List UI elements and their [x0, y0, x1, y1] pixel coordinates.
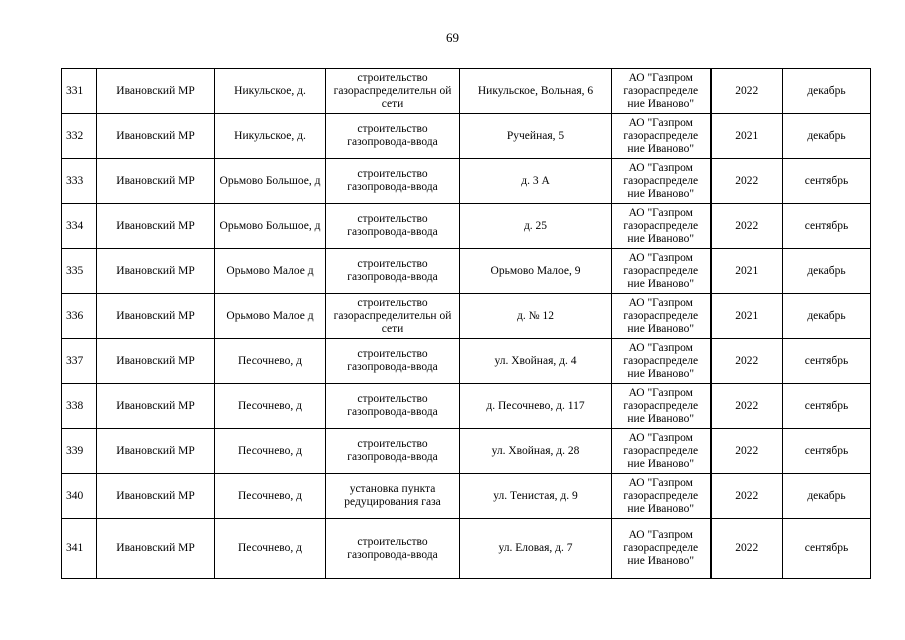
organization-cell: АО "Газпром газораспределе ние Иваново": [612, 339, 711, 384]
locality-cell: Никульское, д.: [215, 69, 326, 114]
table-row: [62, 249, 871, 294]
address-cell: Орьмово Малое, 9: [460, 249, 612, 294]
district-cell: Ивановский МР: [97, 114, 215, 159]
organization-cell: АО "Газпром газораспределе ние Иваново": [612, 204, 711, 249]
address-cell: Ручейная, 5: [460, 114, 612, 159]
work-type-cell: строительство газопровода-ввода: [326, 384, 460, 429]
locality-cell: Орьмово Большое, д: [215, 159, 326, 204]
locality-cell: Орьмово Большое, д: [215, 204, 326, 249]
month-cell: сентябрь: [783, 384, 871, 429]
page-number: 69: [446, 30, 459, 45]
organization-cell: АО "Газпром газораспределе ние Иваново": [612, 249, 711, 294]
year-cell: 2022: [711, 429, 783, 474]
row-number-cell: 339: [62, 429, 97, 474]
locality-cell: Орьмово Малое д: [215, 249, 326, 294]
organization-cell: АО "Газпром газораспределе ние Иваново": [612, 159, 711, 204]
month-cell: декабрь: [783, 249, 871, 294]
table-row: [62, 204, 871, 249]
locality-cell: Никульское, д.: [215, 114, 326, 159]
address-cell: д. 3 А: [460, 159, 612, 204]
table-row: [62, 474, 871, 519]
month-cell: декабрь: [783, 114, 871, 159]
month-cell: декабрь: [783, 69, 871, 114]
work-type-cell: строительство газопровода-ввода: [326, 114, 460, 159]
month-cell: сентябрь: [783, 159, 871, 204]
year-cell: 2022: [711, 339, 783, 384]
month-cell: сентябрь: [783, 204, 871, 249]
row-number-cell: 335: [62, 249, 97, 294]
work-type-cell: строительство газопровода-ввода: [326, 204, 460, 249]
month-cell: сентябрь: [783, 519, 871, 579]
row-number-cell: 331: [62, 69, 97, 114]
year-cell: 2022: [711, 519, 783, 579]
district-cell: Ивановский МР: [97, 339, 215, 384]
address-cell: д. № 12: [460, 294, 612, 339]
work-type-cell: строительство газопровода-ввода: [326, 519, 460, 579]
gas-works-table: [61, 68, 871, 579]
organization-cell: АО "Газпром газораспределе ние Иваново": [612, 384, 711, 429]
row-number-cell: 338: [62, 384, 97, 429]
row-number-cell: 334: [62, 204, 97, 249]
year-cell: 2022: [711, 384, 783, 429]
month-cell: сентябрь: [783, 339, 871, 384]
row-number-cell: 337: [62, 339, 97, 384]
address-cell: ул. Хвойная, д. 4: [460, 339, 612, 384]
work-type-cell: строительство газораспределительн ой сети: [326, 69, 460, 114]
table-row: [62, 339, 871, 384]
district-cell: Ивановский МР: [97, 474, 215, 519]
address-cell: ул. Тенистая, д. 9: [460, 474, 612, 519]
row-number-cell: 332: [62, 114, 97, 159]
table-body: [62, 69, 871, 579]
district-cell: Ивановский МР: [97, 429, 215, 474]
organization-cell: АО "Газпром газораспределе ние Иваново": [612, 474, 711, 519]
address-cell: ул. Еловая, д. 7: [460, 519, 612, 579]
table-row: [62, 159, 871, 204]
work-type-cell: установка пункта редуцирования газа: [326, 474, 460, 519]
month-cell: декабрь: [783, 474, 871, 519]
address-cell: Никульское, Вольная, 6: [460, 69, 612, 114]
table-row: [62, 384, 871, 429]
address-cell: д. 25: [460, 204, 612, 249]
work-type-cell: строительство газопровода-ввода: [326, 339, 460, 384]
work-type-cell: строительство газопровода-ввода: [326, 249, 460, 294]
locality-cell: Орьмово Малое д: [215, 294, 326, 339]
work-type-cell: строительство газораспределительн ой сети: [326, 294, 460, 339]
year-cell: 2021: [711, 294, 783, 339]
work-type-cell: строительство газопровода-ввода: [326, 429, 460, 474]
district-cell: Ивановский МР: [97, 204, 215, 249]
table-row: [62, 294, 871, 339]
year-cell: 2022: [711, 204, 783, 249]
organization-cell: АО "Газпром газораспределе ние Иваново": [612, 69, 711, 114]
row-number-cell: 333: [62, 159, 97, 204]
year-cell: 2021: [711, 114, 783, 159]
locality-cell: Песочнево, д: [215, 384, 326, 429]
district-cell: Ивановский МР: [97, 69, 215, 114]
locality-cell: Песочнево, д: [215, 519, 326, 579]
district-cell: Ивановский МР: [97, 519, 215, 579]
year-cell: 2021: [711, 249, 783, 294]
year-cell: 2022: [711, 159, 783, 204]
address-cell: д. Песочнево, д. 117: [460, 384, 612, 429]
row-number-cell: 340: [62, 474, 97, 519]
month-cell: декабрь: [783, 294, 871, 339]
organization-cell: АО "Газпром газораспределе ние Иваново": [612, 294, 711, 339]
table-row: [62, 519, 871, 579]
district-cell: Ивановский МР: [97, 249, 215, 294]
table-row: [62, 114, 871, 159]
table-row: [62, 69, 871, 114]
district-cell: Ивановский МР: [97, 159, 215, 204]
address-cell: ул. Хвойная, д. 28: [460, 429, 612, 474]
table-row: [62, 429, 871, 474]
year-cell: 2022: [711, 474, 783, 519]
organization-cell: АО "Газпром газораспределе ние Иваново": [612, 114, 711, 159]
organization-cell: АО "Газпром газораспределе ние Иваново": [612, 519, 711, 579]
row-number-cell: 341: [62, 519, 97, 579]
locality-cell: Песочнево, д: [215, 474, 326, 519]
locality-cell: Песочнево, д: [215, 429, 326, 474]
district-cell: Ивановский МР: [97, 294, 215, 339]
locality-cell: Песочнево, д: [215, 339, 326, 384]
year-cell: 2022: [711, 69, 783, 114]
organization-cell: АО "Газпром газораспределе ние Иваново": [612, 429, 711, 474]
work-type-cell: строительство газопровода-ввода: [326, 159, 460, 204]
month-cell: сентябрь: [783, 429, 871, 474]
district-cell: Ивановский МР: [97, 384, 215, 429]
row-number-cell: 336: [62, 294, 97, 339]
